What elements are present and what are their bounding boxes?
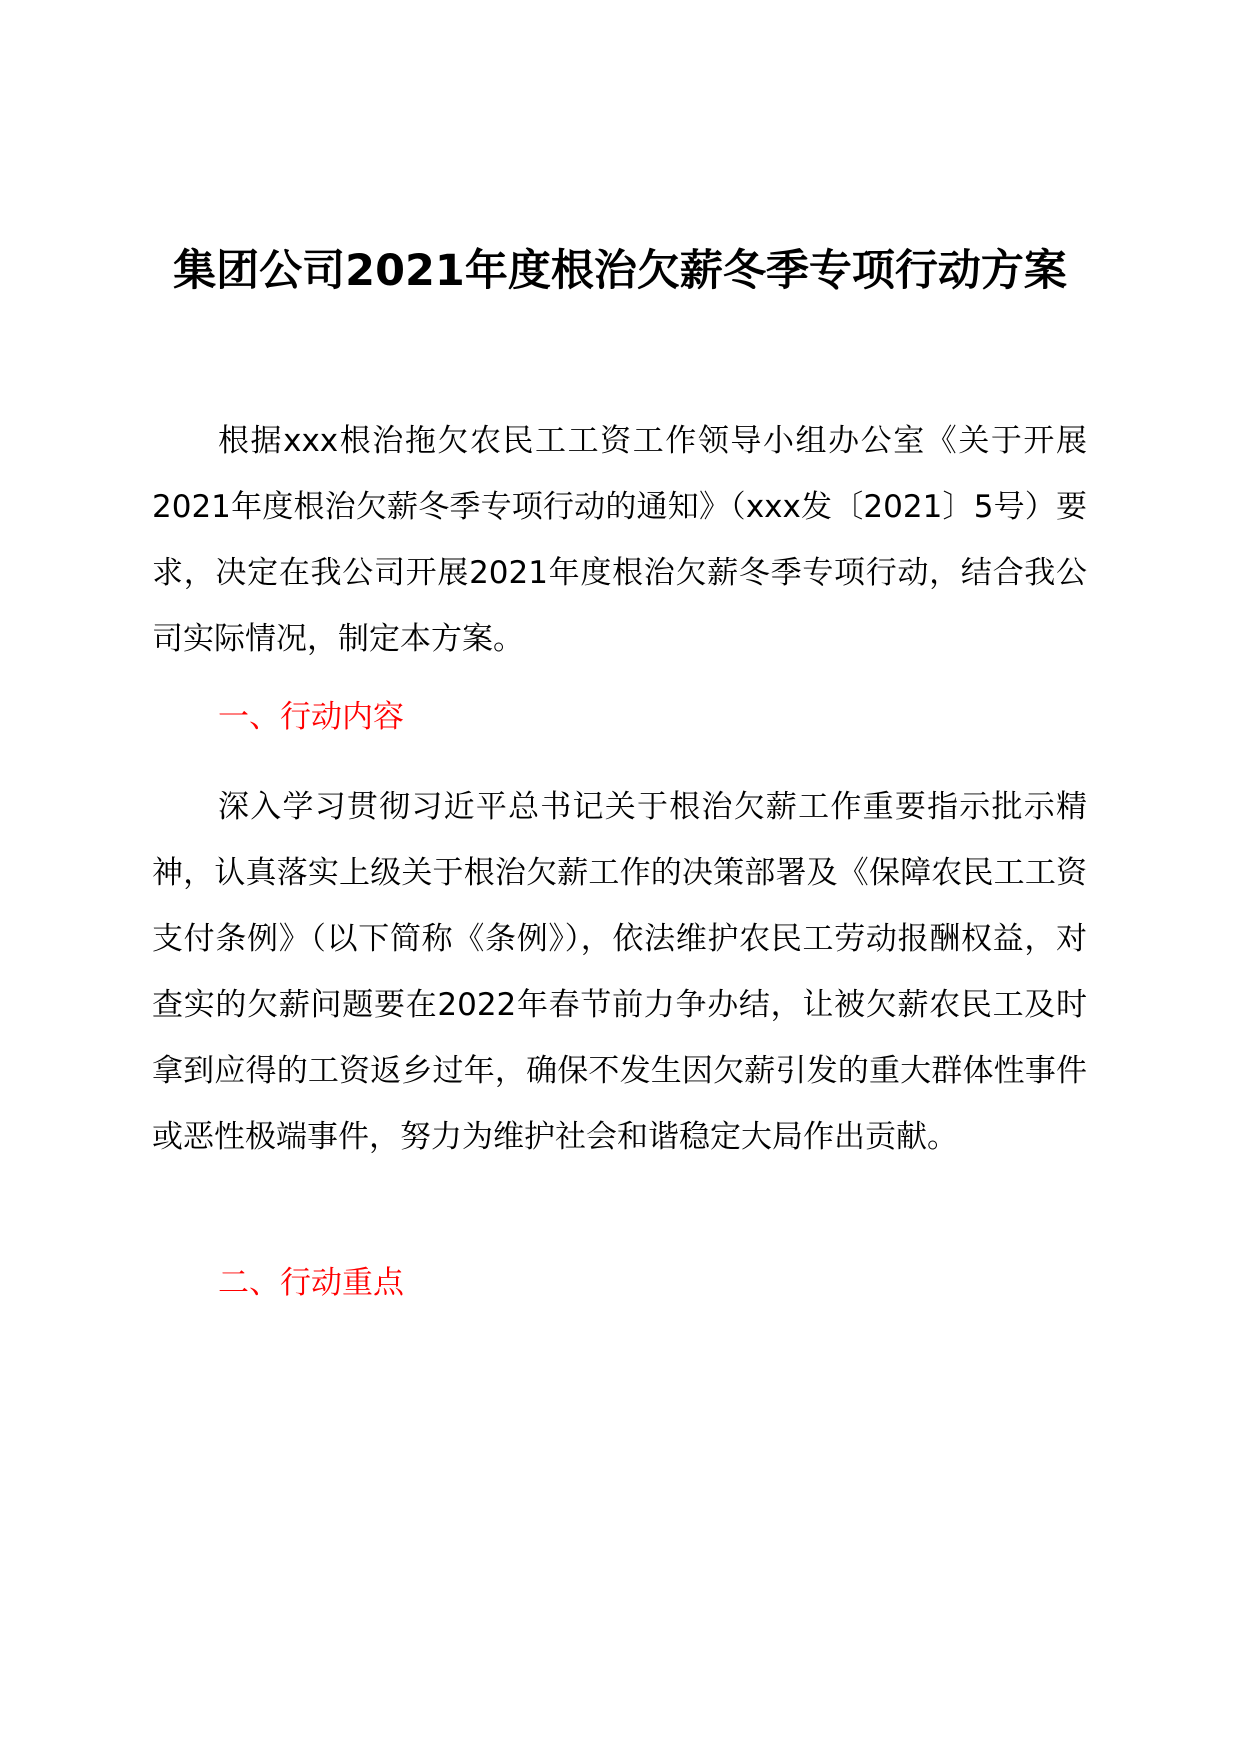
section-body-action-content: 深入学习贯彻习近平总书记关于根治欠薪工作重要指示批示精神，认真落实上级关于根治欠薪工作的决策部署及《保障农民工工资支付条例》（以下简称《条例》），依法维护农民工劳动报酬权益，对查实的欠薪问题要在2022年春节前力争办结，让被欠薪农民工及时拿到应得的工资返乡过年，确保不发生因欠薪引发的重大群体性事件或恶性极端事件，努力为维护社会和谐稳定大局作出贡献。 xyxy=(152,789,1087,1155)
section-heading-action-focus: 二、行动重点 xyxy=(218,1265,404,1301)
section-heading-action-content: 一、行动内容 xyxy=(218,699,404,735)
intro-paragraph: 根据xxx根治拖欠农民工工资工作领导小组办公室《关于开展2021年度根治欠薪冬季专项行动的通知》（xxx发〔2021〕5号）要求，决定在我公司开展2021年度根治欠薪冬季专项行动，结合我公司实际情况，制定本方案。 xyxy=(152,423,1087,657)
document-title: 集团公司2021年度根治欠薪冬季专项行动方案 xyxy=(173,246,1067,296)
